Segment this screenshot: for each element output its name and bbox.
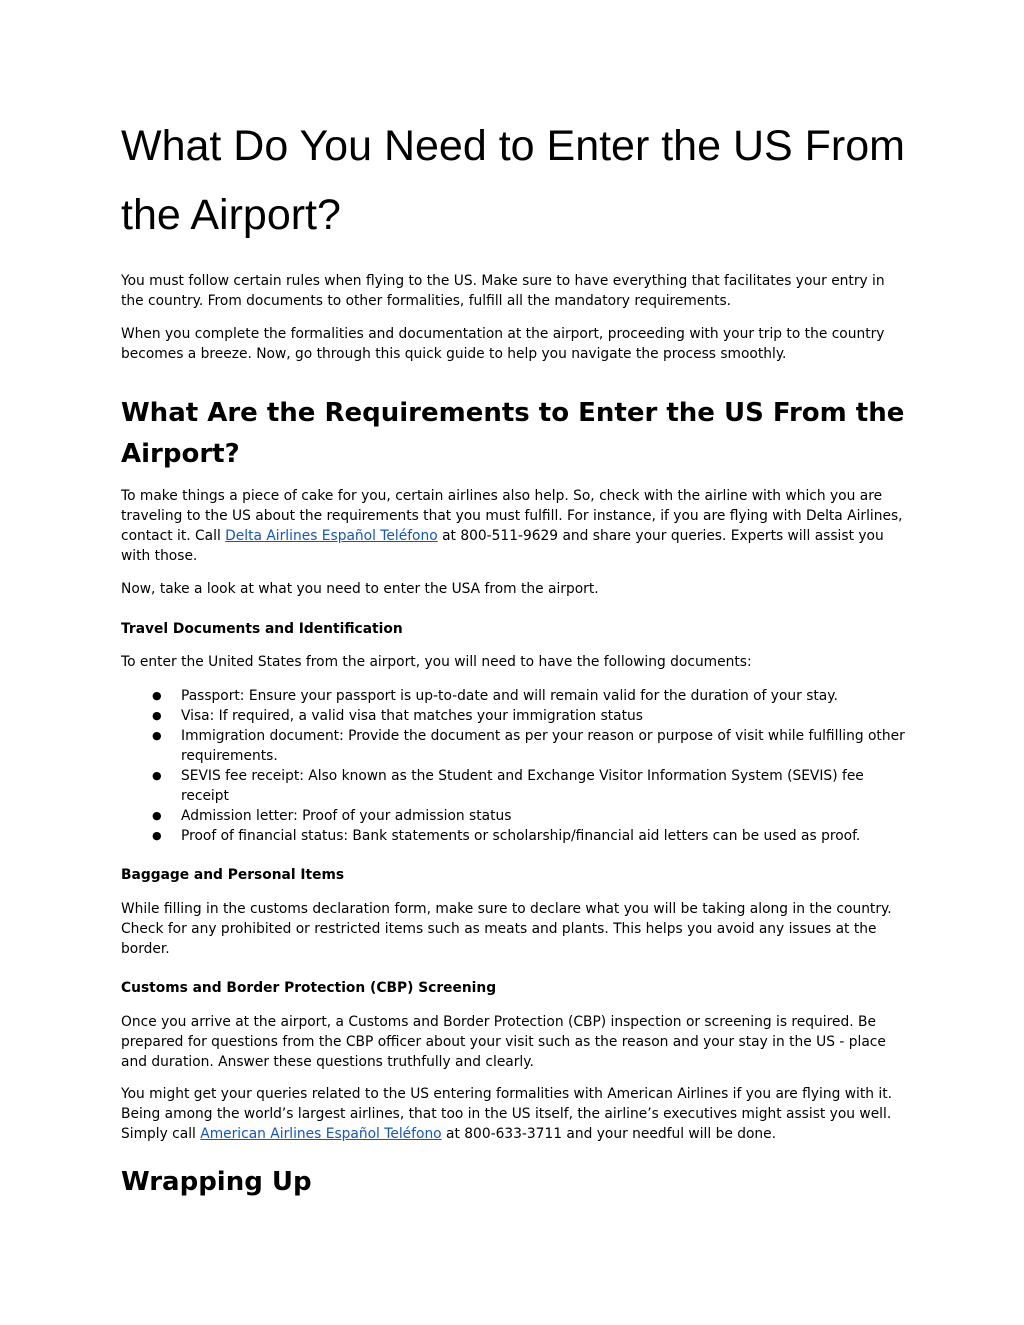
list-item xyxy=(121,686,906,706)
wrapping-up-heading: Wrapping Up xyxy=(121,1167,312,1197)
list-item xyxy=(121,706,906,726)
bullet-icon: ● xyxy=(152,689,162,702)
intro-paragraph-1: You must follow certain rules when flying to the US. Make sure to have everything that facilitates your entry in the country. From documents to other formalities, fulfill all the mandatory requirements. xyxy=(121,273,885,309)
list-item xyxy=(121,826,906,846)
list-item-text: Passport: Ensure your passport is up-to-date and will remain valid for the duration of your stay. xyxy=(181,688,838,704)
page-title: What Do You Need to Enter the US From the Airport? xyxy=(121,122,905,239)
documents-list xyxy=(121,686,906,846)
baggage-heading: Baggage and Personal Items xyxy=(121,867,345,883)
bullet-icon: ● xyxy=(152,769,162,782)
list-item xyxy=(121,726,906,766)
cbp-text-before-link: You might get your queries related to the US entering formalities with American Airlines if you are flying with it. Being among the world’s largest airlines, that too in the US itself, the airline’s executives might assist you well. Simply call xyxy=(121,1086,893,1142)
requirements-text-after-link: at 800-511-9629 and share your queries. Experts will assist you with those. xyxy=(121,528,884,564)
delta-airlines-link[interactable]: Delta Airlines Español Teléfono xyxy=(225,528,438,544)
list-item-text: Visa: If required, a valid visa that matches your immigration status xyxy=(181,708,643,724)
requirements-text-before-link: To make things a piece of cake for you, certain airlines also help. So, check with the airline with which you are traveling to the US about the requirements that you must fulfill. For instance, if you are flying with Delta Airlines, contact it. Call xyxy=(121,488,903,544)
bullet-icon: ● xyxy=(152,829,162,842)
cbp-paragraph-2 xyxy=(121,1084,906,1144)
list-item-text: Admission letter: Proof of your admission status xyxy=(181,808,512,824)
bullet-icon: ● xyxy=(152,729,162,742)
american-airlines-link[interactable]: American Airlines Español Teléfono xyxy=(200,1126,442,1142)
cbp-text-after-link: at 800-633-3711 and your needful will be done. xyxy=(441,1126,777,1142)
cbp-paragraph-1: Once you arrive at the airport, a Customs and Border Protection (CBP) inspection or screening is required. Be prepared for questions from the CBP officer about your visit such as the reason and your stay in the US - place and duration. Answer these questions truthfully and clearly. xyxy=(121,1014,886,1070)
cbp-heading: Customs and Border Protection (CBP) Screening xyxy=(121,980,497,996)
list-item-text: Proof of financial status: Bank statements or scholarship/financial aid letters can be used as proof. xyxy=(181,828,861,844)
requirements-paragraph-2: Now, take a look at what you need to enter the USA from the airport. xyxy=(121,581,599,597)
travel-documents-heading: Travel Documents and Identification xyxy=(121,621,403,637)
list-item xyxy=(121,806,906,826)
list-item-text: SEVIS fee receipt: Also known as the Student and Exchange Visitor Information System (SEVIS) fee receipt xyxy=(181,768,864,804)
travel-documents-intro: To enter the United States from the airport, you will need to have the following documents: xyxy=(121,654,752,670)
bullet-icon: ● xyxy=(152,809,162,822)
list-item xyxy=(121,766,906,806)
requirements-paragraph-1 xyxy=(121,486,906,566)
bullet-icon: ● xyxy=(152,709,162,722)
list-item-text: Immigration document: Provide the document as per your reason or purpose of visit while fulfilling other requirements. xyxy=(181,728,905,764)
intro-paragraph-2: When you complete the formalities and documentation at the airport, proceeding with your trip to the country becomes a breeze. Now, go through this quick guide to help you navigate the process smoothly. xyxy=(121,326,885,362)
requirements-heading: What Are the Requirements to Enter the US From the Airport? xyxy=(121,398,905,469)
baggage-paragraph: While filling in the customs declaration form, make sure to declare what you will be taking along in the country. Check for any prohibited or restricted items such as meats and plants. This helps you avoid any issues at the border. xyxy=(121,901,892,957)
